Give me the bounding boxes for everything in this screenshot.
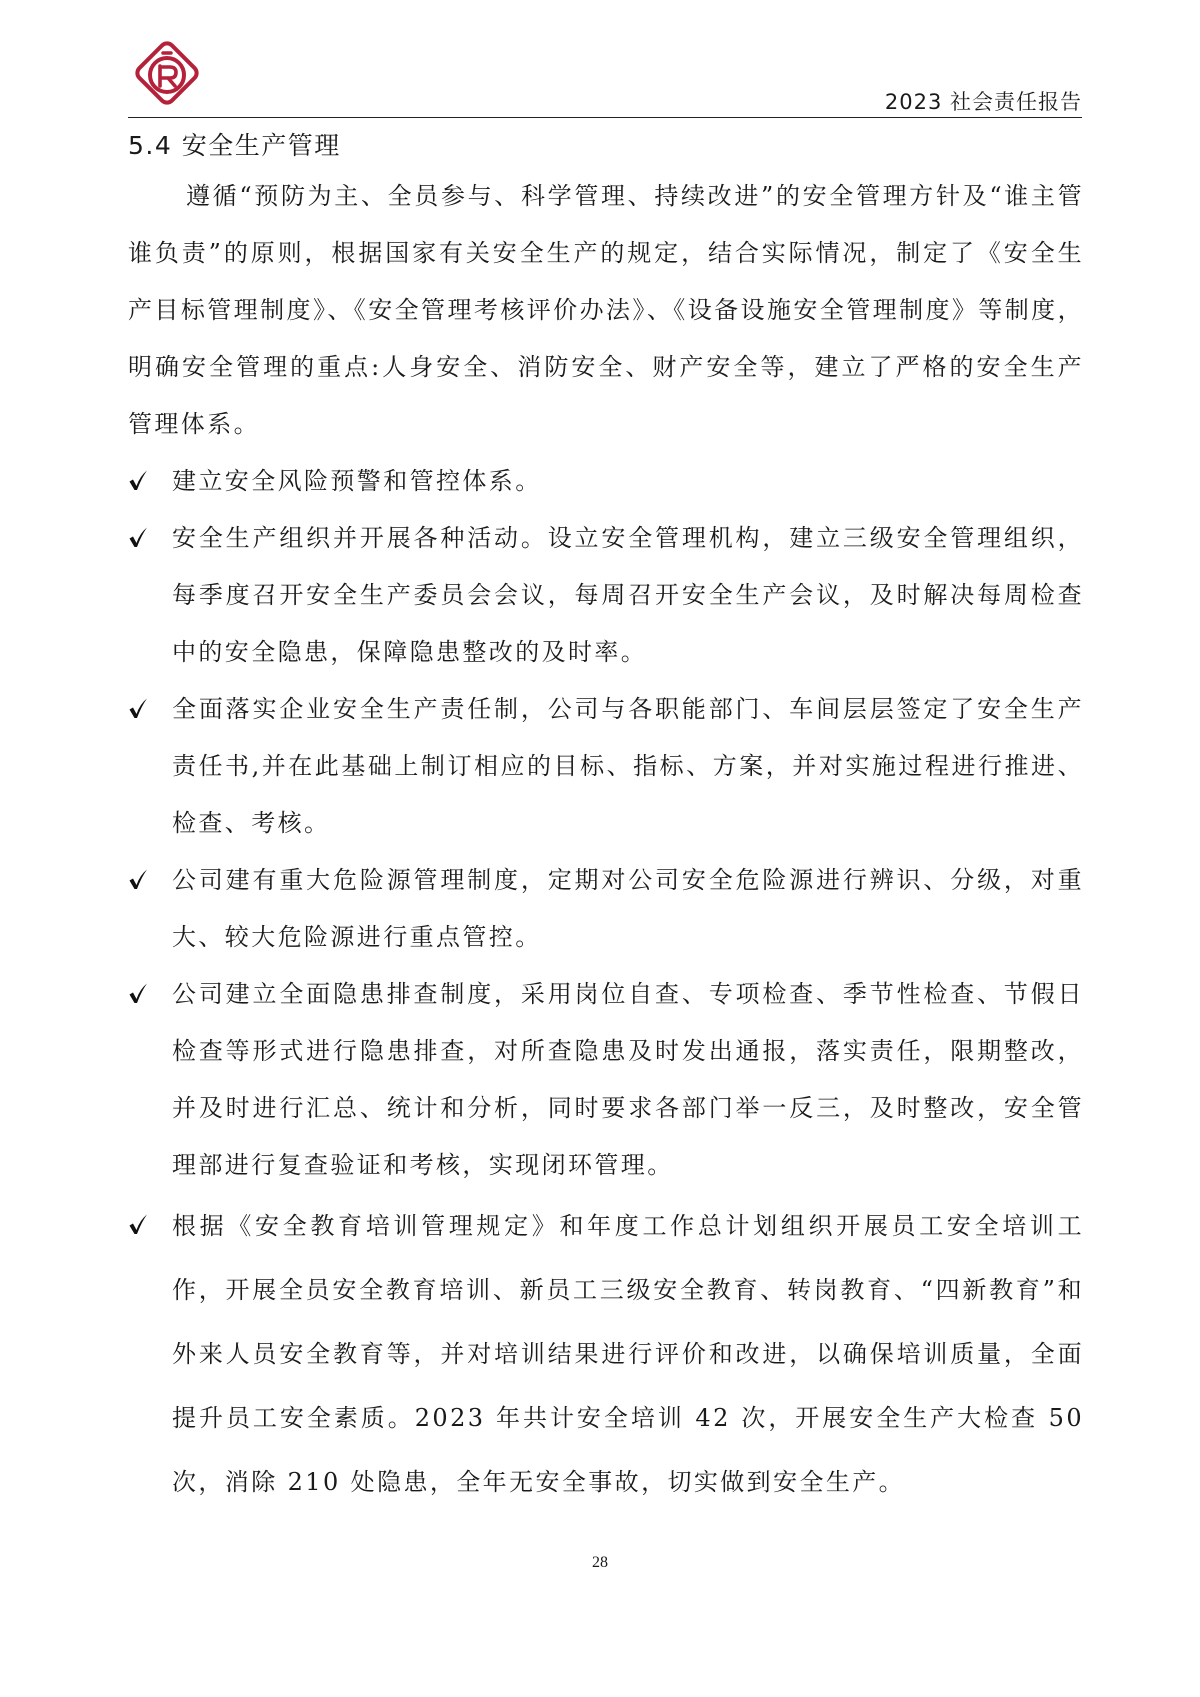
bullet-item-risk-warning xyxy=(128,453,1084,510)
header-divider xyxy=(128,117,1082,118)
report-title: 2023 社会责任报告 xyxy=(884,90,1082,114)
bullet-item-safety-training xyxy=(128,1194,1084,1514)
section-title: 5.4 安全生产管理 xyxy=(128,131,341,160)
check-icon xyxy=(128,868,148,890)
bullet-text: 公司建立全面隐患排查制度，采用岗位自查、专项检查、季节性检查、节假日检查等形式进行隐患排查，对所查隐患及时发出通报，落实责任，限期整改，并及时进行汇总、统计和分析，同时要求各部门举一反三，及时整改，安全管理部进行复查验证和考核，实现闭环管理。 xyxy=(172,980,1084,1179)
bullet-text: 公司建有重大危险源管理制度，定期对公司安全危险源进行辨识、分级，对重大、较大危险源进行重点管控。 xyxy=(172,866,1084,951)
page-content xyxy=(128,128,1084,1514)
bullet-item-safety-organization xyxy=(128,510,1084,681)
bullet-list xyxy=(128,453,1084,1514)
check-icon xyxy=(128,526,148,548)
page-number: 28 xyxy=(592,1554,608,1571)
check-icon xyxy=(128,697,148,719)
bullet-item-hidden-danger-inspection xyxy=(128,966,1084,1194)
check-icon xyxy=(128,982,148,1004)
company-logo xyxy=(130,36,204,110)
intro-paragraph: 遵循“预防为主、全员参与、科学管理、持续改进”的安全管理方针及“谁主管谁负责”的原则，根据国家有关安全生产的规定，结合实际情况，制定了《安全生产目标管理制度》、《安全管理考核评价办法》、《设备设施安全管理制度》等制度，明确安全管理的重点:人身安全、消防安全、财产安全等，建立了严格的安全生产管理体系。 xyxy=(128,182,1084,438)
bullet-text: 全面落实企业安全生产责任制，公司与各职能部门、车间层层签定了安全生产责任书,并在此基础上制订相应的目标、指标、方案，并对实施过程进行推进、检查、考核。 xyxy=(172,695,1084,837)
bullet-text: 安全生产组织并开展各种活动。设立安全管理机构，建立三级安全管理组织，每季度召开安全生产委员会会议，每周召开安全生产会议，及时解决每周检查中的安全隐患，保障隐患整改的及时率。 xyxy=(172,524,1084,666)
bullet-item-responsibility-system xyxy=(128,681,1084,852)
check-icon xyxy=(128,1213,148,1235)
check-icon xyxy=(128,469,148,491)
bullet-text: 建立安全风险预警和管控体系。 xyxy=(172,467,542,495)
bullet-text: 根据《安全教育培训管理规定》和年度工作总计划组织开展员工安全培训工作，开展全员安全教育培训、新员工三级安全教育、转岗教育、“四新教育”和外来人员安全教育等，并对培训结果进行评价和改进，以确保培训质量，全面提升员工安全素质。2023 年共计安全培训 42 次，开展安全生产大检查 50 次，消除 210 处隐患，全年无安全事故，切实做到安全生产。 xyxy=(172,1212,1084,1496)
bullet-item-hazard-source xyxy=(128,852,1084,966)
